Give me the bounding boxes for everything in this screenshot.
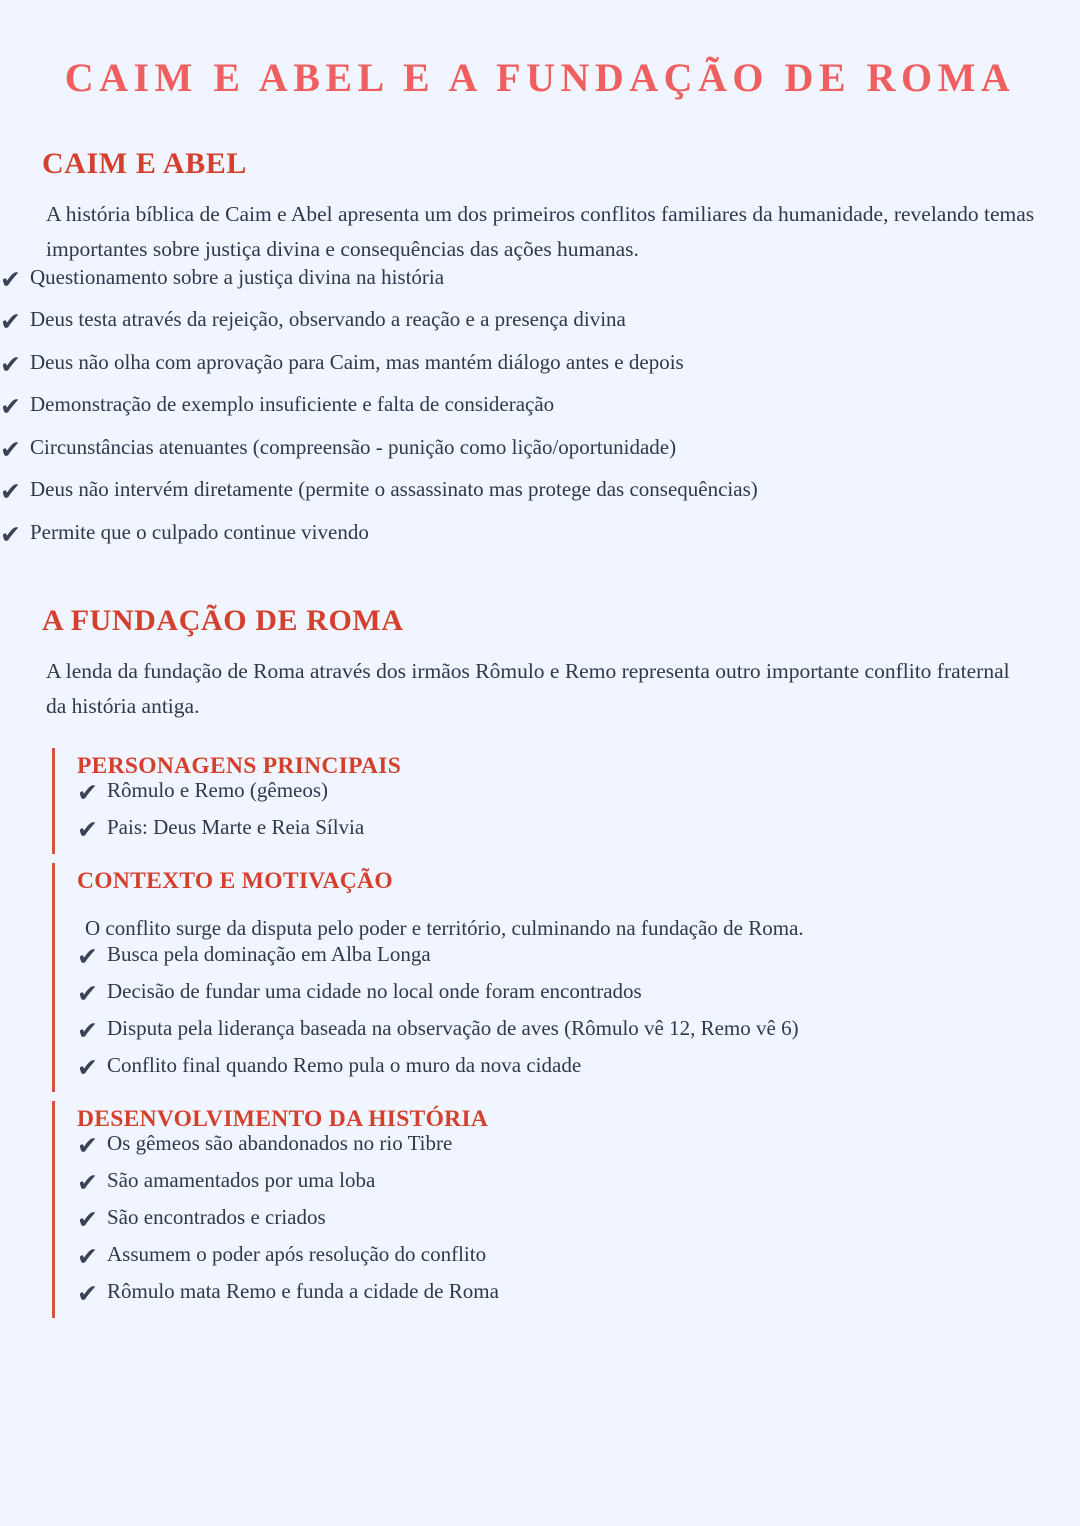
section-heading-caim-e-abel: CAIM E ABEL — [42, 147, 247, 180]
list-item — [0, 309, 1080, 352]
check-icon: ✔ — [77, 1168, 98, 1198]
list-item — [0, 479, 1080, 522]
list-item — [77, 1207, 1080, 1244]
list-item-label: São encontrados e criados — [107, 1205, 326, 1230]
check-list-caim-e-abel — [0, 264, 1080, 565]
subsection-heading: PERSONAGENS PRINCIPAIS — [77, 752, 402, 779]
list-item — [77, 981, 1080, 1018]
list-item-label: Decisão de fundar uma cidade no local onde foram encontrados — [107, 979, 642, 1004]
subsection-heading: CONTEXTO E MOTIVAÇÃO — [77, 867, 393, 894]
section-heading-fundacao-de-roma: A FUNDAÇÃO DE ROMA — [42, 604, 404, 638]
check-icon: ✔ — [77, 1131, 98, 1161]
list-item-label: Circunstâncias atenuantes (compreensão - punição como lição/oportunidade) — [30, 434, 677, 459]
list-item-label: Permite que o culpado continue vivendo — [30, 519, 369, 544]
check-list-personagens-principais — [77, 777, 1080, 854]
list-item — [77, 777, 1080, 817]
check-icon: ✔ — [77, 1242, 98, 1272]
check-icon: ✔ — [0, 264, 21, 294]
list-item — [0, 349, 1080, 395]
check-icon: ✔ — [0, 307, 21, 337]
check-list-desenvolvimento-da-historia — [77, 1133, 1080, 1318]
list-item-label: Os gêmeos são abandonados no rio Tibre — [107, 1131, 453, 1156]
subsection-personagens-principais — [52, 748, 1080, 854]
check-list-contexto-e-motivacao — [77, 944, 1080, 1092]
subsection-desenvolvimento-da-historia — [52, 1101, 1080, 1318]
list-item-label: Deus não intervém diretamente (permite o assassinato mas protege das consequências) — [30, 477, 758, 502]
check-icon: ✔ — [0, 477, 21, 507]
check-icon: ✔ — [0, 392, 21, 422]
list-item — [0, 264, 1080, 310]
check-icon: ✔ — [77, 1279, 98, 1309]
subsection-heading: DESENVOLVIMENTO DA HISTÓRIA — [77, 1106, 489, 1133]
check-icon: ✔ — [77, 979, 98, 1009]
subsection-intro: O conflito surge da disputa pelo poder e território, culminando na fundação de Roma. — [85, 915, 804, 940]
check-icon: ✔ — [0, 349, 21, 379]
section-fundacao-de-roma — [0, 604, 1080, 1318]
check-icon: ✔ — [77, 777, 98, 807]
section-intro-fundacao-de-roma: A lenda da fundação de Roma através dos irmãos Rômulo e Remo representa outro importante conflito fraternal da história antiga. — [46, 659, 1010, 718]
list-item-label: Deus testa através da rejeição, observando a reação e a presença divina — [30, 307, 626, 332]
list-item-label: Demonstração de exemplo insuficiente e falta de consideração — [30, 392, 555, 417]
list-item — [77, 1170, 1080, 1207]
page-title: CAIM E ABEL E A FUNDAÇÃO DE ROMA — [64, 55, 1016, 100]
list-item-label: Questionamento sobre a justiça divina na história — [30, 264, 445, 289]
list-item — [77, 814, 1080, 854]
list-item-label: São amamentados por uma loba — [107, 1168, 376, 1193]
list-item — [77, 1133, 1080, 1170]
check-icon: ✔ — [77, 1205, 98, 1235]
list-item — [0, 434, 1080, 480]
list-item — [0, 394, 1080, 437]
list-item-label: Conflito final quando Remo pula o muro da nova cidade — [107, 1053, 582, 1078]
section-intro-caim-e-abel: A história bíblica de Caim e Abel apresenta um dos primeiros conflitos familiares da humanidade, revelando temas importantes sobre justiça divina e consequências das ações humanas. — [46, 202, 1035, 261]
check-icon: ✔ — [77, 1053, 98, 1083]
check-icon: ✔ — [77, 814, 98, 844]
list-item-label: Rômulo e Remo (gêmeos) — [107, 777, 329, 802]
list-item-label: Rômulo mata Remo e funda a cidade de Roma — [107, 1279, 499, 1304]
list-item — [77, 1244, 1080, 1281]
list-item — [77, 944, 1080, 981]
section-caim-e-abel — [0, 147, 1080, 564]
check-icon: ✔ — [77, 942, 98, 972]
check-icon: ✔ — [0, 434, 21, 464]
list-item-label: Assumem o poder após resolução do conflito — [107, 1242, 487, 1267]
list-item — [77, 1018, 1080, 1055]
list-item-label: Disputa pela liderança baseada na observação de aves (Rômulo vê 12, Remo vê 6) — [107, 1016, 799, 1041]
list-item-label: Deus não olha com aprovação para Caim, mas mantém diálogo antes e depois — [30, 349, 684, 374]
check-icon: ✔ — [0, 519, 21, 549]
list-item — [77, 1055, 1080, 1092]
list-item — [77, 1281, 1080, 1318]
list-item-label: Pais: Deus Marte e Reia Sílvia — [107, 814, 365, 839]
list-item-label: Busca pela dominação em Alba Longa — [107, 942, 431, 967]
list-item — [0, 519, 1080, 565]
subsection-contexto-e-motivacao — [52, 863, 1080, 1093]
check-icon: ✔ — [77, 1016, 98, 1046]
